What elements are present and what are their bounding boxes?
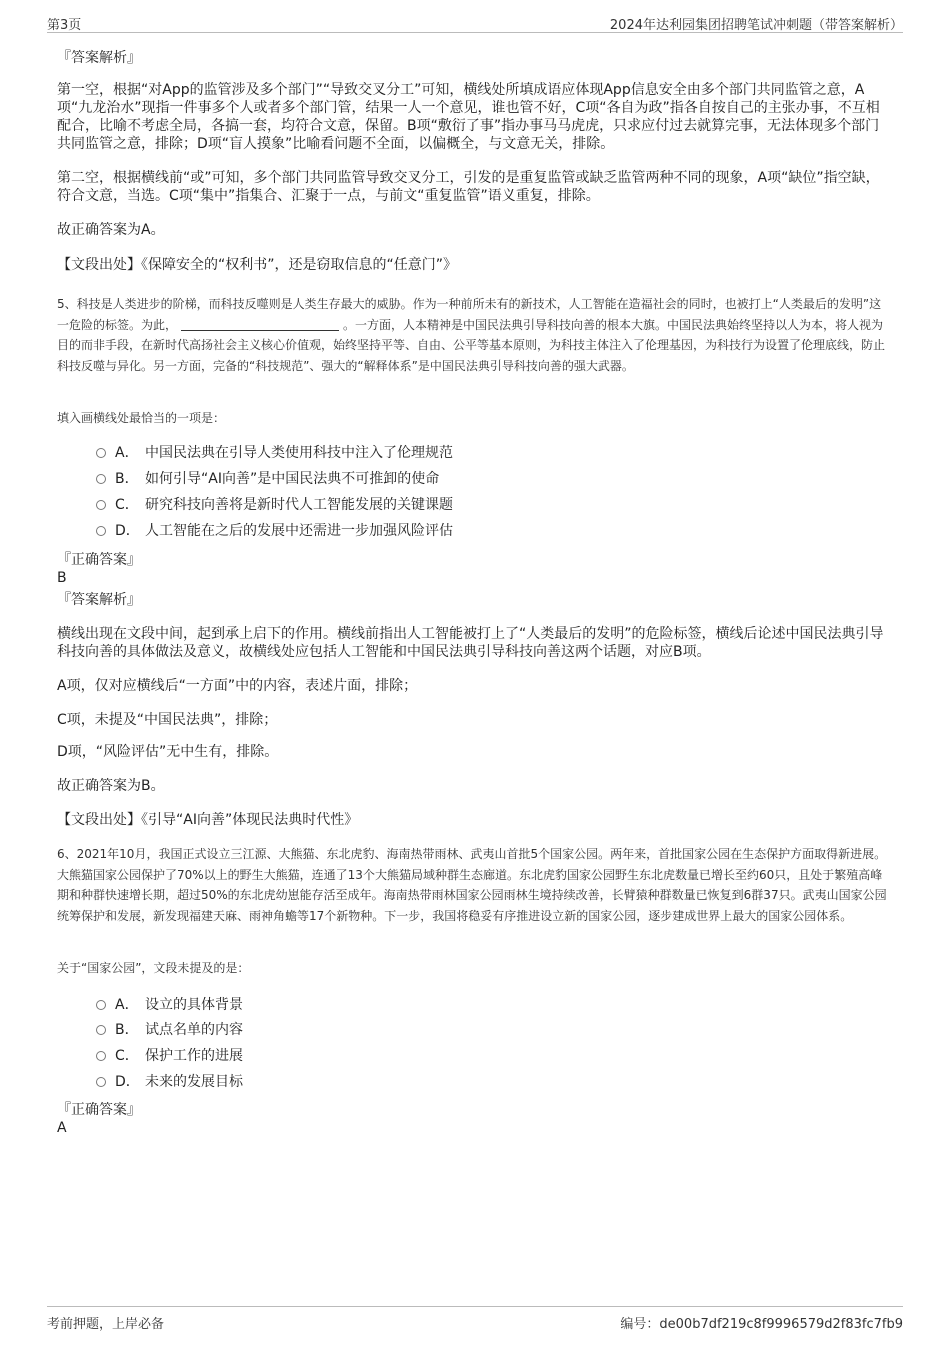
q5-stem-post: 。一方面，人本精神是中国民法典引导科技向善的根本大旗。中国民法典始终坚持以人为本，将人视为目的而非手段，在新时代高扬社会主义核心价值观，始终坚持平等、自由、公平等基本原则，为科技主体注入了伦理基因，为科技行为设置了伦理底线，防止科技反噬与异化。另一方面，完备的“科技规范”、强大的“解释体系”是中国民法典引导科技向善的强大武器。 [57, 317, 886, 373]
q5-conclusion: 故正确答案为B。 [57, 778, 165, 794]
source-label: 【文段出处】 [57, 257, 141, 273]
q5-stem [57, 294, 892, 376]
q4-analysis-tag: 『答案解析』 [57, 50, 141, 66]
q4-conclusion: 故正确答案为A。 [57, 222, 165, 238]
footer-code: 编号：de00b7df219c8f9996579d2f83fc7fb9 [620, 1317, 903, 1332]
q4-analysis-para1: 第一空，根据“对App的监管涉及多个部门”“导致交叉分工”可知，横线处所填成语应体现App信息安全由多个部门共同监管之意，A项“九龙治水”现指一件事多个人或者多个部门管，结果一人一个意见，谁也管不好，C项“各自为政”指各自按自己的主张办事，不互相配合，比喻不考虑全局，各搞一套，均符合文意，保留。B项“敷衍了事”指办事马马虎虎，只求应付过去就算完事，无法体现多个部门共同监管之意，排除；D项“盲人摸象”比喻看问题不全面，以偏概全，与文意无关，排除。 [57, 82, 880, 152]
page-header [47, 12, 903, 33]
page-footer [47, 1306, 903, 1332]
source-title: 《保障安全的“权利书”，还是窃取信息的“任意门”》 [141, 257, 458, 273]
radio-icon[interactable] [96, 1077, 106, 1087]
q4-source [57, 256, 892, 274]
q5-analysis-para1: 横线出现在文段中间，起到承上启下的作用。横线前指出人工智能被打上了“人类最后的发明”的危险标签，横线后论述中国民法典引导科技向善的具体做法及意义，故横线处应包括人工智能和中国民法典引导科技向善这两个话题，对应B项。 [57, 626, 884, 660]
q5-analysis-para2: A项，仅对应横线后“一方面”中的内容，表述片面，排除； [57, 678, 418, 694]
radio-icon[interactable] [96, 500, 106, 510]
radio-icon[interactable] [96, 526, 106, 536]
q6-prompt: 关于“国家公园”，文段未提及的是： [57, 961, 250, 975]
radio-icon[interactable] [96, 1025, 106, 1035]
radio-icon[interactable] [96, 1000, 106, 1010]
footer-slogan: 考前押题，上岸必备 [47, 1317, 165, 1332]
q5-source [57, 811, 892, 829]
radio-icon[interactable] [96, 1051, 106, 1061]
q6-option-a[interactable]: A． 设立的具体背景 [96, 996, 243, 1014]
q6-answer-tag: 『正确答案』 [57, 1102, 141, 1118]
q5-analysis-para4: D项，“风险评估”无中生有，排除。 [57, 744, 279, 760]
q5-analysis-para3: C项，未提及“中国民法典”，排除； [57, 712, 278, 728]
q5-option-a[interactable]: A． 中国民法典在引导人类使用科技中注入了伦理规范 [96, 444, 453, 462]
q6-option-b[interactable]: B． 试点名单的内容 [96, 1021, 243, 1039]
q5-option-c[interactable]: C． 研究科技向善将是新时代人工智能发展的关键课题 [96, 496, 453, 514]
q5-answer-tag: 『正确答案』 [57, 552, 141, 568]
q6-answer: A [57, 1120, 67, 1136]
q5-prompt: 填入画横线处最恰当的一项是： [57, 411, 226, 425]
radio-icon[interactable] [96, 448, 106, 458]
document-title: 2024年达利园集团招聘笔试冲刺题（带答案解析） [609, 18, 903, 33]
q5-analysis-tag: 『答案解析』 [57, 592, 141, 608]
q6-stem: 6、2021年10月，我国正式设立三江源、大熊猫、东北虎豹、海南热带雨林、武夷山首批5个国家公园。两年来，首批国家公园在生态保护方面取得新进展。大熊猫国家公园保护了70%以上的野生大熊猫，连通了13个大熊猫局域种群生态廊道。东北虎豹国家公园野生东北虎数量已增长至约60只，且处于繁殖高峰期和种群快速增长期，超过50%的东北虎幼崽能存活至成年。海南热带雨林国家公园雨林生境持续改善，长臂猿种群数量已恢复到6群37只。武夷山国家公园统筹保护和发展，新发现福建天麻、雨神角蟾等17个新物种。下一步，我国将稳妥有序推进设立新的国家公园，逐步建成世界上最大的国家公园体系。 [57, 847, 887, 923]
source-label: 【文段出处】 [57, 812, 141, 828]
q6-option-c[interactable]: C． 保护工作的进展 [96, 1047, 243, 1065]
q4-analysis-para2: 第二空，根据横线前“或”可知，多个部门共同监管导致交叉分工，引发的是重复监管或缺乏监管两种不同的现象，A项“缺位”指空缺，符合文意，当选。C项“集中”指集合、汇聚于一点，与前文“重复监管”语义重复，排除。 [57, 170, 880, 204]
radio-icon[interactable] [96, 474, 106, 484]
page-number: 第3页 [47, 18, 82, 33]
q5-option-d[interactable]: D． 人工智能在之后的发展中还需进一步加强风险评估 [96, 522, 453, 540]
source-title: 《引导“AI向善”体现民法典时代性》 [141, 812, 359, 828]
q6-option-d[interactable]: D． 未来的发展目标 [96, 1073, 243, 1091]
q5-option-b[interactable]: B． 如何引导“AI向善”是中国民法典不可推卸的使命 [96, 470, 439, 488]
q5-answer: B [57, 570, 67, 586]
fill-blank [181, 318, 339, 331]
q5-stem-pre: 5、科技是人类进步的阶梯，而科技反噬则是人类生存最大的威胁。作为一种前所未有的新技术，人工智能在造福社会的同时，也被打上“人类最后的发明”这一危险的标签。为此， [57, 297, 882, 332]
